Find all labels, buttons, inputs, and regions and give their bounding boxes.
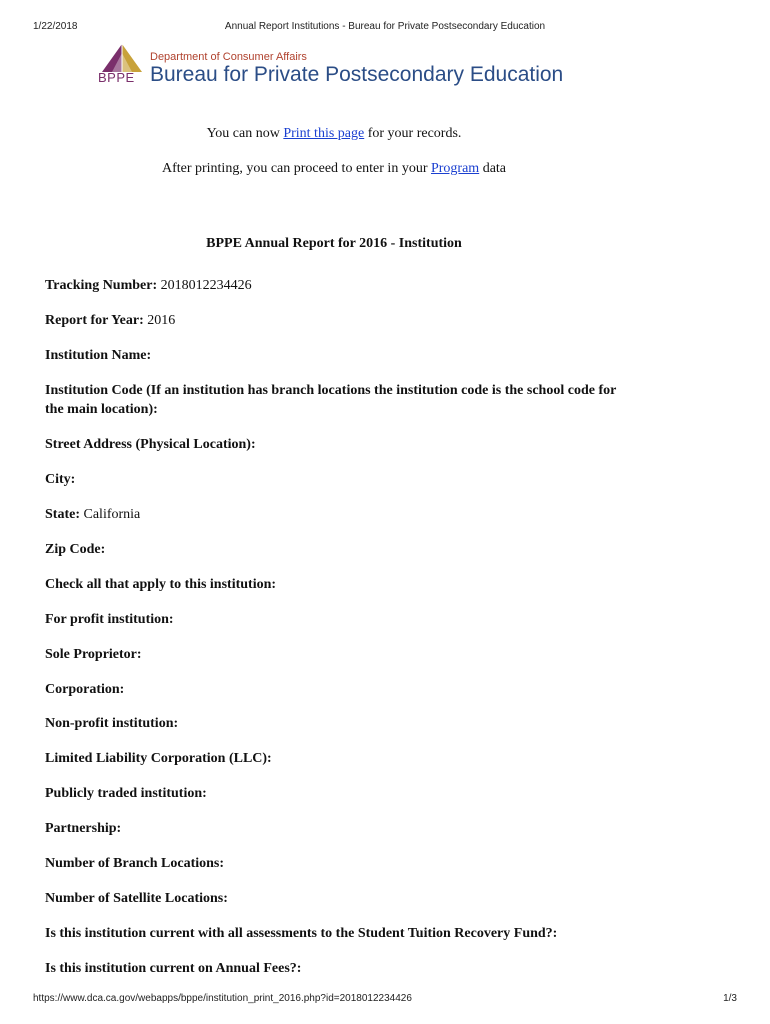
field-publicly-traded [45, 784, 207, 803]
field-label: Sole Proprietor: [45, 647, 142, 662]
field-llc [45, 749, 272, 768]
logo-text: BPPE [98, 70, 135, 85]
field-non-profit [45, 714, 178, 733]
print-page-number: 1/3 [723, 993, 737, 1004]
field-label: Corporation: [45, 682, 125, 697]
field-label: Tracking Number: [45, 278, 158, 293]
field-label: Is this institution current on Annual Fees?: [45, 961, 302, 976]
field-corporation [45, 680, 124, 699]
field-label: For profit institution: [45, 612, 174, 627]
program-instruction-prefix: After printing, you can proceed to enter in your [161, 161, 431, 176]
field-label: City: [45, 472, 76, 487]
field-report-year [45, 311, 175, 330]
field-branch-locations [45, 854, 224, 873]
field-satellite-locations [45, 889, 228, 908]
field-strf-current [45, 924, 557, 943]
bureau-name[interactable]: Bureau for Private Postsecondary Education [150, 63, 564, 86]
field-label: Limited Liability Corporation (LLC): [45, 751, 272, 766]
field-label: Check all that apply to this institution: [45, 577, 277, 592]
field-value: 2016 [143, 313, 176, 328]
field-annual-fees-current [45, 959, 301, 978]
field-label: Number of Satellite Locations: [45, 891, 228, 906]
program-link[interactable]: Program [430, 161, 480, 176]
field-state [45, 505, 140, 524]
field-label: Non-profit institution: [45, 716, 179, 731]
print-footer-url: https://www.dca.ca.gov/webapps/bppe/institution_print_2016.php?id=2018012234426 [33, 993, 412, 1004]
field-zip-code [45, 540, 105, 559]
print-instruction-suffix: for your records. [364, 126, 462, 141]
print-page-title: Annual Report Institutions - Bureau for Private Postsecondary Education [224, 21, 546, 32]
field-label: Partnership: [45, 821, 122, 836]
field-label: Number of Branch Locations: [45, 856, 225, 871]
program-instruction-suffix: data [479, 161, 507, 176]
field-check-all [45, 575, 276, 594]
print-instruction [0, 126, 668, 142]
print-page-link[interactable]: Print this page [283, 126, 365, 141]
field-label: State: [45, 507, 80, 522]
program-instruction [0, 161, 668, 177]
field-value: California [80, 507, 141, 522]
field-for-profit [45, 610, 174, 629]
field-label: Institution Code (If an institution has branch locations the institution code is the school code for the main location): [45, 383, 617, 417]
field-city [45, 470, 75, 489]
field-institution-name [45, 346, 151, 365]
field-label: Street Address (Physical Location): [45, 437, 256, 452]
field-street-address [45, 435, 256, 454]
department-name[interactable]: Department of Consumer Affairs [150, 51, 307, 63]
field-label: Institution Name: [45, 348, 152, 363]
field-label: Report for Year: [45, 313, 144, 328]
print-instruction-prefix: You can now [206, 126, 284, 141]
field-sole-proprietor [45, 645, 142, 664]
field-partnership [45, 819, 121, 838]
field-tracking-number [45, 276, 252, 295]
field-value: 2018012234426 [157, 278, 252, 293]
field-label: Publicly traded institution: [45, 786, 207, 801]
field-institution-code [45, 381, 635, 419]
report-title: BPPE Annual Report for 2016 - Institution [206, 236, 462, 251]
field-label: Zip Code: [45, 542, 106, 557]
print-date: 1/22/2018 [33, 21, 78, 32]
field-label: Is this institution current with all assessments to the Student Tuition Recovery Fund?: [45, 926, 558, 941]
